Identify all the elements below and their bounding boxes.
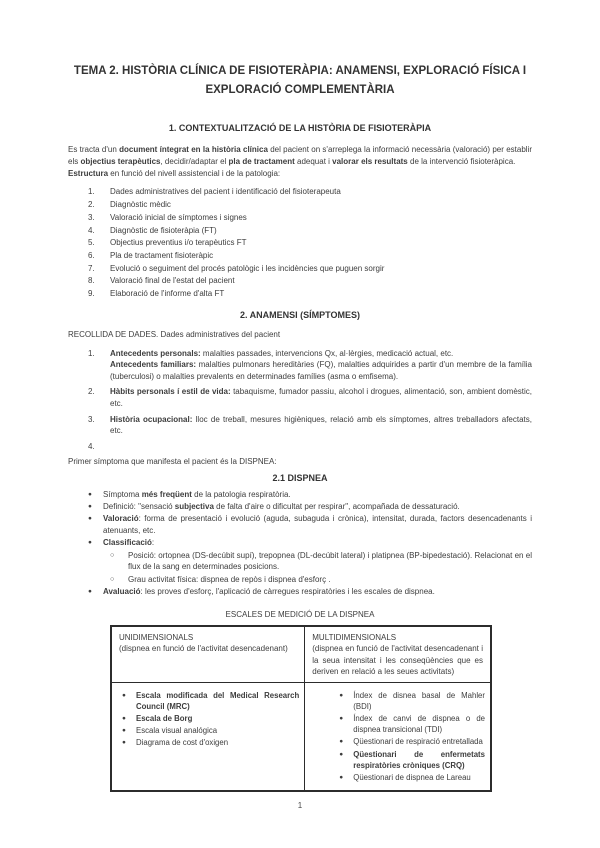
list-item: 8. Valoració final de l'estat del pacient bbox=[88, 275, 532, 288]
list-number: 8. bbox=[88, 276, 95, 286]
table-body-row bbox=[111, 682, 491, 791]
estructura-line: Estructura en funció del nivell assistencial i de la patologia: bbox=[68, 168, 281, 178]
list-number: 3. bbox=[88, 212, 95, 222]
multidimensionals-header-cell bbox=[305, 626, 491, 683]
estructura-list bbox=[68, 186, 532, 300]
list-item: 1. Dades administratives del pacient i identificació del fisioterapeuta bbox=[88, 186, 532, 199]
list-number: 1. bbox=[88, 187, 95, 197]
list-item: 3. Valoració inicial de símptomes i signes bbox=[88, 212, 532, 225]
recollida-line: RECOLLIDA DE DADES. Dades administratives del pacient bbox=[68, 329, 281, 339]
section1-paragraph: Es tracta d'un document íntegrat en la història clínica del pacient on s'arreplega la informació necessària (valoració) per establir els objectius terapèutics, decidir/adaptar el pla de tractament adequat i valorar els resultats de la intervenció fisioteràpica. bbox=[68, 145, 533, 166]
list-number: 6. bbox=[88, 250, 95, 260]
bullet-icon: ● bbox=[88, 588, 92, 596]
column-header: MULTIDIMENSIONALS bbox=[312, 632, 397, 642]
circle-bullet-icon: ○ bbox=[110, 575, 115, 583]
list-item: ● Valoració: forma de presentació i evolució (aguda, subaguda i crònica), intensitat, durada, factors desencadenants i atenuants, etc. bbox=[88, 514, 532, 536]
multidimensionals-list bbox=[305, 690, 490, 784]
circle-bullet-icon: ○ bbox=[110, 551, 115, 559]
list-item: ● Qüestionari de dispnea de Lareau bbox=[339, 773, 471, 783]
list-item: 1. Antecedents personals: malalties passades, intervencions Qx, al·lèrgies, medicació actual, etc. Antecedents familiars: malalties pulmonars hereditàries (FQ), malalties adquirides a partir d'un membre de la família (tuberculosi) o malalties prevalents en determinades famílies (asma o emfisema). bbox=[88, 348, 532, 382]
dispnea-scales-table bbox=[110, 625, 492, 793]
bullet-icon: ● bbox=[339, 691, 344, 699]
bullet-icon: ● bbox=[339, 774, 344, 782]
section1-heading: 1. CONTEXTUALITZACIÓ DE LA HISTÒRIA DE FISIOTERÀPIA bbox=[168, 123, 432, 133]
unidimensionals-body-cell bbox=[111, 682, 305, 791]
bullet-icon: ● bbox=[88, 539, 92, 547]
list-item: ● Índex de canvi de dispnea o de dispnea transicional (TDI) bbox=[339, 714, 485, 735]
document-title: TEMA 2. HISTÒRIA CLÍNICA DE FISIOTERÀPIA: ANAMENSI, EXPLORACIÓ FÍSICA I EXPLORACIÓ COMPLEMENTÀRIA bbox=[73, 65, 527, 96]
multidimensionals-body-cell bbox=[305, 682, 491, 791]
list-item: 3. Història ocupacional: lloc de treball, mesures higièniques, relació amb els símptomes, altres treballadors afectats, etc. bbox=[88, 414, 532, 436]
column-subheader: (dispnea en funció de l'activitat desencadenant i la seua intensitat i les conseqüències que es deriven en relació a les seues activitats) bbox=[312, 644, 483, 677]
primer-simptoma-line: Primer símptoma que manifesta el pacient és la DISPNEA: bbox=[68, 456, 277, 466]
bullet-icon: ● bbox=[122, 715, 126, 723]
list-item: ● Símptoma més freqüent de la patologia respiratòria. bbox=[88, 489, 291, 499]
list-number: 9. bbox=[88, 289, 95, 299]
dispnea-bullets bbox=[68, 489, 532, 598]
sub-list-item: ○ Posició: ortopnea (DS-decúbit supí), trepopnea (DL-decúbit lateral) i platipnea (BP-bipedestació). Relacionat en el flux de la sang en determinades posicions. bbox=[110, 550, 532, 572]
page-number: 1 bbox=[297, 801, 303, 811]
list-item: 5. Objectius preventius i/o terapèutics FT bbox=[88, 237, 532, 250]
list-number: 3. bbox=[88, 414, 95, 424]
list-number: 1. bbox=[88, 348, 95, 358]
table-title: ESCALES DE MEDICIÓ DE LA DISPNEA bbox=[225, 609, 375, 619]
bullet-icon: ● bbox=[122, 691, 126, 699]
section21-heading: 2.1 DISPNEA bbox=[272, 472, 328, 483]
list-number: 5. bbox=[88, 238, 95, 248]
list-item: ● Escala visual analógica bbox=[122, 726, 218, 736]
list-number: 7. bbox=[88, 263, 95, 273]
list-number: 2. bbox=[88, 387, 95, 397]
bullet-icon: ● bbox=[122, 727, 126, 735]
list-item: ● Índex de disnea basal de Mahler (BDI) bbox=[339, 690, 485, 711]
bullet-icon: ● bbox=[88, 490, 92, 498]
list-item: ● Qüestionari de respiració entretallada bbox=[339, 737, 483, 747]
list-item: ● Qüestionari de enfermetats respiratòries cròniques (CRQ) bbox=[339, 749, 485, 770]
bullet-icon: ● bbox=[339, 738, 344, 746]
anamnesi-list bbox=[68, 348, 532, 453]
list-item: 9. Elaboració de l'informe d'alta FT bbox=[88, 288, 532, 301]
list-item: ● Diagrama de cost d'oxigen bbox=[122, 738, 229, 748]
column-subheader: (dispnea en funció de l'activitat desencadenant) bbox=[119, 644, 288, 654]
list-number: 2. bbox=[88, 200, 95, 210]
list-item: 6. Pla de tractament fisioteràpic bbox=[88, 250, 532, 263]
list-item: ● Escala modificada del Medical Research Council (MRC) bbox=[122, 690, 300, 711]
table-header-row bbox=[111, 626, 491, 683]
list-item: ● Classificació: bbox=[88, 538, 155, 548]
section2-heading: 2. ANAMENSI (SÍMPTOMES) bbox=[239, 309, 360, 320]
list-item: ● Escala de Borg bbox=[122, 714, 193, 724]
bullet-icon: ● bbox=[88, 502, 92, 510]
sub-list-item: ○ Grau activitat física: dispnea de repòs i dispnea d'esforç . bbox=[110, 574, 331, 584]
list-item: 2. Diagnòstic mèdic bbox=[88, 199, 532, 212]
bullet-icon: ● bbox=[339, 750, 344, 758]
bullet-icon: ● bbox=[88, 515, 92, 523]
bullet-icon: ● bbox=[339, 715, 344, 723]
bullet-icon: ● bbox=[122, 739, 126, 747]
list-item: ● Definició: "sensació subjectiva de falta d'aire o dificultat per respirar", acompañada de dessaturació. bbox=[88, 501, 460, 511]
list-item bbox=[88, 441, 532, 453]
list-number: 4. bbox=[88, 225, 95, 235]
list-item: 2. Hàbits personals í estil de vida: tabaquisme, fumador passiu, alcohol i drogues, alimentació, son, ambient domèstic, etc. bbox=[88, 387, 532, 409]
list-item: ● Avaluació: les proves d'esforç, l'aplicació de càrregues respiratòries i les escales de dispnea. bbox=[88, 587, 435, 597]
column-header: UNIDIMENSIONALS bbox=[119, 632, 194, 642]
list-item: 4. Diagnòstic de fisioteràpia (FT) bbox=[88, 225, 532, 238]
unidimensionals-header-cell bbox=[111, 626, 305, 683]
list-item: 7. Evolució o seguiment del procés patològic i les incidències que puguen sorgir bbox=[88, 263, 532, 276]
unidimensionals-list bbox=[112, 690, 304, 749]
list-number: 4. bbox=[88, 441, 95, 451]
